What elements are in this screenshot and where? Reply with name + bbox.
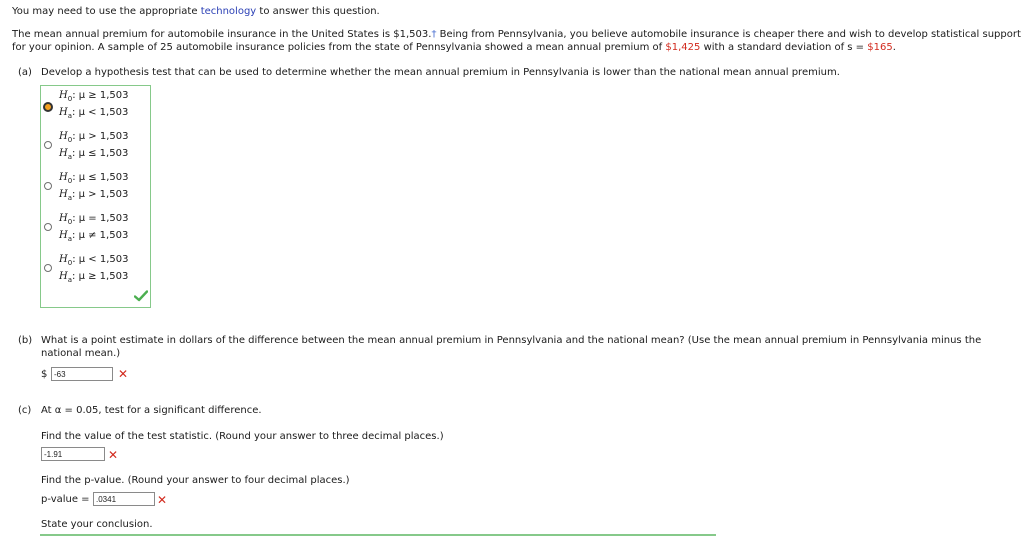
- hypothesis-option-2[interactable]: [41, 131, 151, 169]
- problem-line-1: The mean annual premium for automobile insurance in the United States is $1,503.† Being from Pennsylvania, you believe automobile insurance is cheaper there and wish to develop statistical support: [12, 29, 1021, 40]
- p-value-input[interactable]: .0341: [93, 492, 155, 506]
- incorrect-x-icon: ✕: [108, 448, 119, 462]
- ha-statement: $H_a$: μ ≥ 1,503: [59, 271, 129, 284]
- h0-statement: $H_0$: μ > 1,503: [59, 131, 129, 144]
- part-c-alpha-text: At α = 0.05, test for a significant difference.: [41, 405, 262, 416]
- hypothesis-option-5[interactable]: [41, 254, 151, 292]
- radio-option-5[interactable]: [44, 264, 52, 272]
- standard-deviation-value: $165: [867, 42, 893, 53]
- h0-statement: $H_0$: μ ≤ 1,503: [59, 172, 129, 185]
- part-a-label: (a): [18, 67, 32, 78]
- test-statistic-prompt: Find the value of the test statistic. (Round your answer to three decimal places.): [41, 431, 444, 442]
- incorrect-x-icon: ✕: [118, 367, 129, 381]
- currency-symbol: $: [41, 369, 48, 380]
- part-a-question: Develop a hypothesis test that can be used to determine whether the mean annual premium in Pennsylvania is lower than the national mean annual premium.: [41, 67, 840, 78]
- ha-statement: $H_a$: μ ≠ 1,503: [59, 230, 129, 243]
- technology-link[interactable]: technology: [200, 6, 257, 17]
- h0-statement: $H_0$: μ ≥ 1,503: [59, 90, 129, 103]
- radio-option-3[interactable]: [44, 182, 52, 190]
- sample-mean-value: $1,425: [665, 42, 701, 53]
- correct-check-icon: [134, 290, 148, 302]
- hypothesis-choices: [40, 85, 151, 308]
- footnote-dagger[interactable]: †: [431, 29, 437, 40]
- hypothesis-option-1[interactable]: [41, 90, 151, 128]
- intro-text: You may need to use the appropriate technology to answer this question.: [12, 6, 380, 17]
- problem-line-2: for your opinion. A sample of 25 automobile insurance policies from the state of Pennsylvania showed a mean annual premium of $1,425 with a standard deviation of s = $165.: [12, 42, 896, 53]
- hypothesis-option-3[interactable]: [41, 172, 151, 210]
- hypothesis-option-4[interactable]: [41, 213, 151, 251]
- part-b-question-line-2: national mean.): [41, 348, 121, 359]
- radio-option-2[interactable]: [44, 141, 52, 149]
- conclusion-prompt: State your conclusion.: [41, 519, 153, 530]
- ha-statement: $H_a$: μ ≤ 1,503: [59, 148, 129, 161]
- h0-statement: $H_0$: μ = 1,503: [59, 213, 129, 226]
- radio-option-4[interactable]: [44, 223, 52, 231]
- p-value-prompt: Find the p-value. (Round your answer to four decimal places.): [41, 475, 350, 486]
- radio-option-1[interactable]: [43, 102, 53, 112]
- point-estimate-input[interactable]: -63: [51, 367, 113, 381]
- h0-statement: $H_0$: μ < 1,503: [59, 254, 129, 267]
- test-statistic-input[interactable]: -1.91: [41, 447, 105, 461]
- part-b-question-line-1: What is a point estimate in dollars of the difference between the mean annual premium in Pennsylvania and the national mean? (Use the mean annual premium in Pennsylvania minus the: [41, 335, 982, 346]
- incorrect-x-icon: ✕: [157, 493, 168, 507]
- ha-statement: $H_a$: μ > 1,503: [59, 189, 129, 202]
- ha-statement: $H_a$: μ < 1,503: [59, 107, 129, 120]
- part-c-label: (c): [18, 405, 32, 416]
- p-value-label: p-value =: [41, 494, 90, 505]
- part-b-label: (b): [18, 335, 33, 346]
